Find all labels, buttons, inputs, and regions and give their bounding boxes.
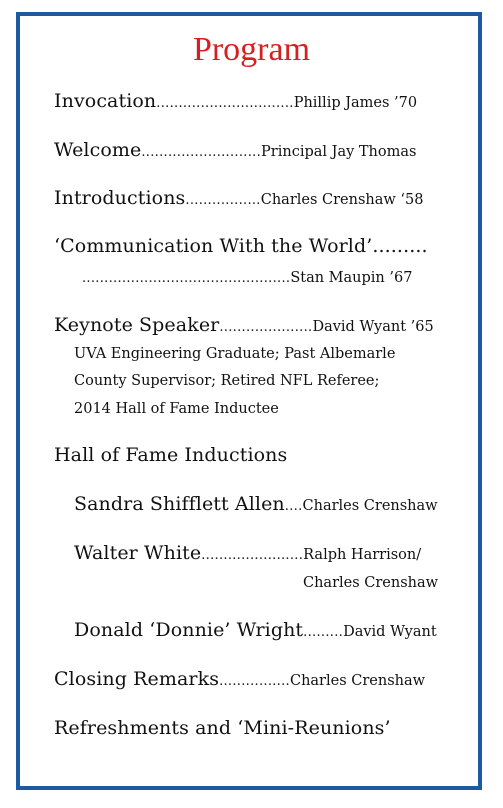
keynote-row [54,313,434,340]
closing-leader: ................ [219,674,290,689]
keynote-bio-line-2: County Supervisor; Retired NFL Referee; [74,373,380,389]
communication-label: ‘Communication With the World’......... [54,235,428,257]
invocation-label: Invocation [54,90,157,112]
program-title: Program [192,31,311,68]
keynote-bio-line-3: 2014 Hall of Fame Inductee [74,401,279,417]
inductee-leader: ....................... [201,548,304,563]
welcome-speaker: Principal Jay Thomas [261,144,417,160]
inductee-name: Sandra Shifflett Allen [74,493,285,515]
closing-speaker: Charles Crenshaw [289,673,426,689]
closing-row [54,667,425,694]
keynote-leader: ..................... [219,320,313,335]
communication-row [54,234,428,259]
inductee-row [74,492,438,519]
inductee-name: Donald ‘Donnie’ Wright [74,619,304,641]
closing-label: Closing Remarks [54,668,220,690]
invocation-row [54,89,417,116]
inductee-leader: .... [284,499,303,514]
welcome-leader: ........................... [141,145,262,160]
introductions-label: Introductions [54,187,186,209]
communication-leader: ............................................... [82,271,291,286]
introductions-leader: ................. [185,193,261,208]
keynote-bio-line-1: UVA Engineering Graduate; Past Albemarle [74,346,396,362]
invocation-speaker: Phillip James ’70 [293,95,418,111]
inductee-row [74,541,421,568]
inductee-name: Walter White [74,542,202,564]
inductee-leader: ......... [303,625,344,640]
keynote-label: Keynote Speaker [54,314,220,336]
introductions-speaker: Charles Crenshaw ‘58 [260,192,424,208]
refreshments-label: Refreshments and ‘Mini-Reunions’ [54,717,391,739]
invocation-leader: ............................... [156,96,294,111]
communication-row-continued [82,265,412,291]
welcome-label: Welcome [54,139,142,161]
inductee-row [74,618,437,645]
keynote-speaker: David Wyant ’65 [312,319,434,335]
communication-speaker: Stan Maupin ’67 [290,270,413,286]
inductee-presenter-continued: Charles Crenshaw [303,575,439,591]
hall-of-fame-heading: Hall of Fame Inductions [54,444,288,466]
welcome-row [54,138,416,165]
inductee-presenter: David Wyant [343,624,437,640]
inductee-presenter: Ralph Harrison/ [303,547,422,563]
introductions-row [54,186,423,213]
inductee-presenter: Charles Crenshaw [302,498,438,514]
